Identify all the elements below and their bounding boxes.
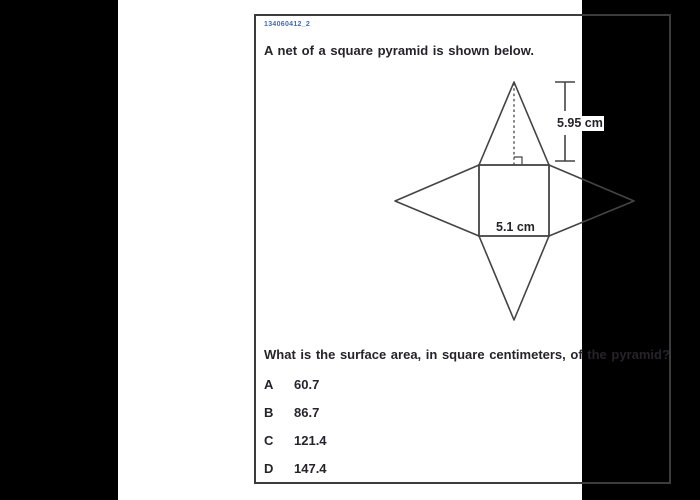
right-angle-marker — [514, 157, 522, 165]
choice-value: 60.7 — [294, 377, 320, 392]
choice-row-d — [264, 461, 524, 477]
choice-row-b — [264, 405, 524, 421]
choice-letter: C — [264, 433, 274, 448]
choice-letter: A — [264, 377, 274, 392]
net-triangle-bottom — [479, 236, 549, 320]
choice-value: 147.4 — [294, 461, 327, 476]
choice-value: 121.4 — [294, 433, 327, 448]
question-text: What is the surface area, in square centimeters, of the pyramid? — [264, 347, 670, 362]
prompt-text: A net of a square pyramid is shown below. — [264, 43, 534, 58]
choice-row-a — [264, 377, 524, 393]
net-triangle-right — [549, 165, 634, 236]
choice-value: 86.7 — [294, 405, 320, 420]
choice-letter: D — [264, 461, 274, 476]
choice-letter: B — [264, 405, 274, 420]
choice-row-c — [264, 433, 524, 449]
base-side-label: 5.1 cm — [496, 220, 535, 234]
item-id: 134060412_2 — [264, 21, 311, 28]
document-page — [118, 0, 670, 500]
net-triangle-left — [395, 165, 479, 236]
pyramid-net-diagram — [118, 0, 700, 500]
slant-height-label: 5.95 cm — [557, 116, 603, 130]
